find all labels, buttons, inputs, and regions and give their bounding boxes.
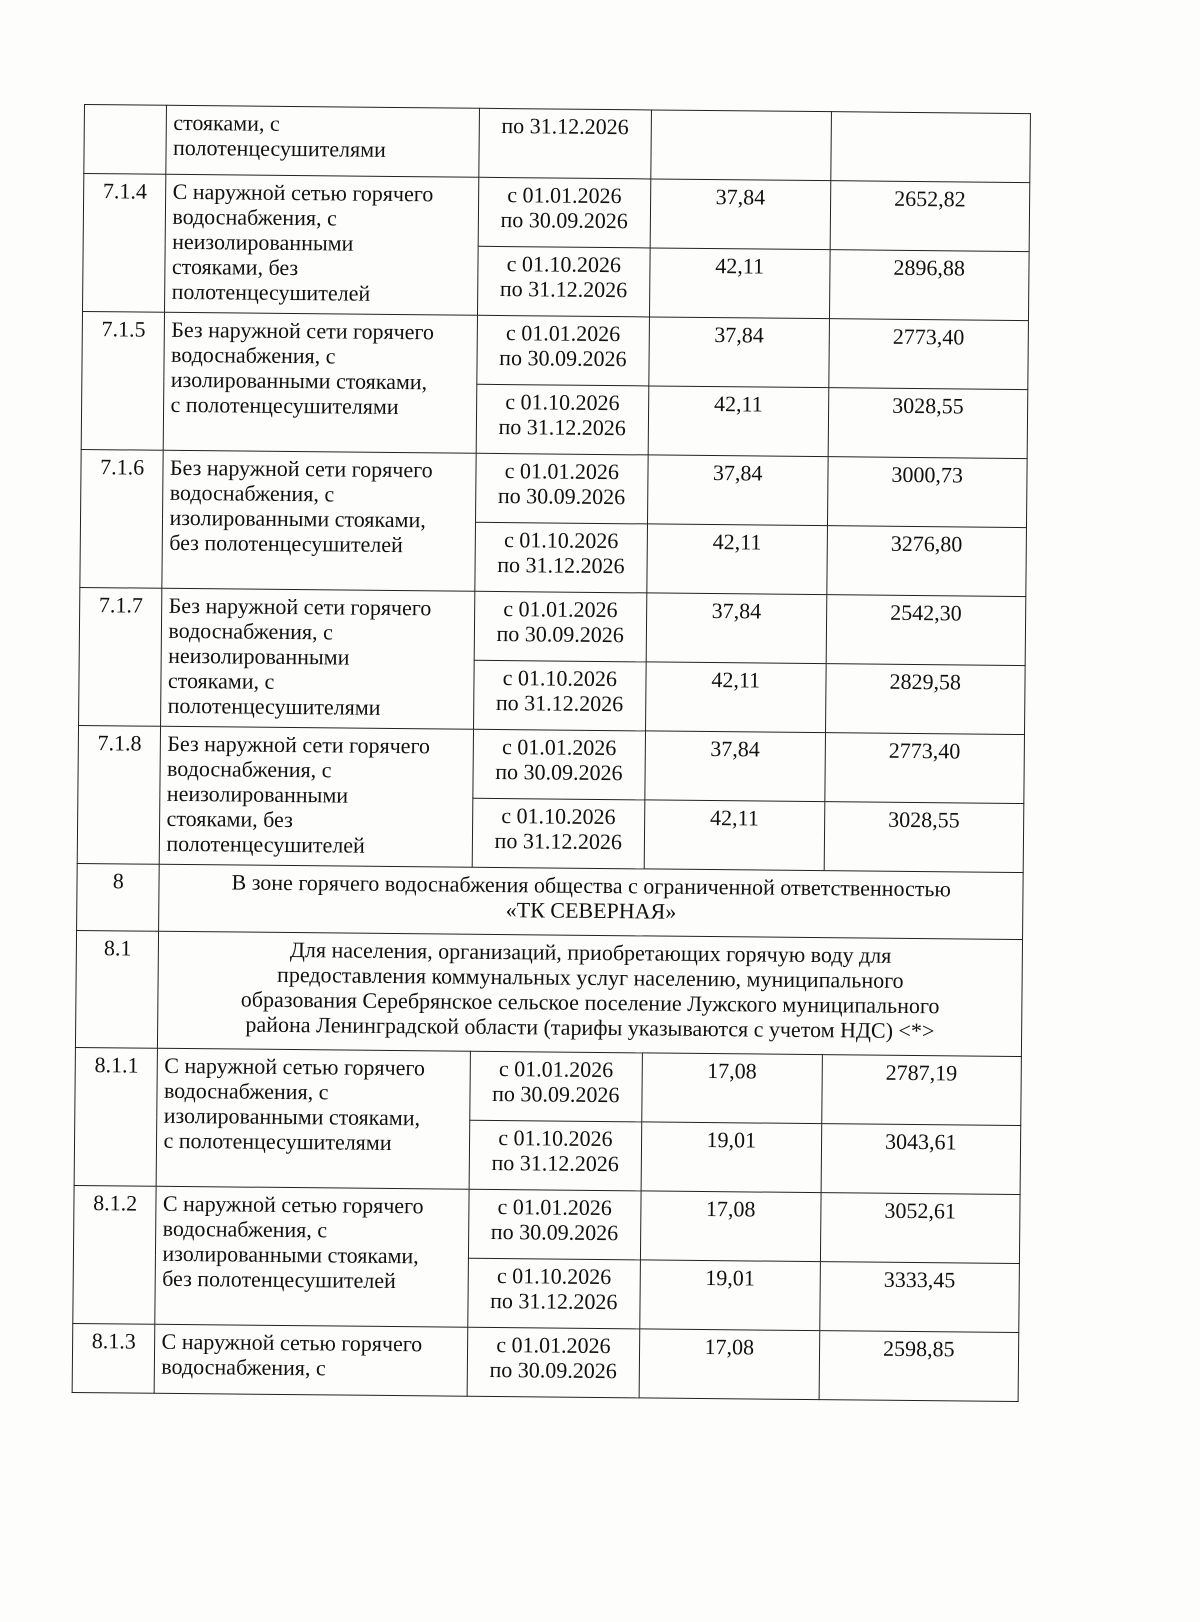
- period-cell: [469, 1120, 642, 1191]
- tariff-component-cell: [641, 1122, 821, 1193]
- tariff-energy-cell: [819, 1262, 1019, 1333]
- tariff-energy-cell: [820, 1193, 1020, 1264]
- item-number-cell-value: 8.1.3: [91, 1328, 136, 1354]
- tariff-component-cell: [642, 1053, 822, 1124]
- item-number-cell: [83, 174, 167, 313]
- item-number-cell-value: 7.1.7: [98, 592, 144, 618]
- item-number-cell: [79, 587, 163, 726]
- period-cell-line: с 01.10.2026: [502, 665, 618, 692]
- period-cell: [477, 246, 650, 317]
- period-cell: [474, 591, 647, 662]
- item-name-cell-line: стояками, с: [173, 109, 280, 136]
- period-cell-line: с 01.01.2026: [507, 182, 622, 209]
- period-cell-line: с 01.10.2026: [498, 1125, 613, 1152]
- period-cell-line: по 31.12.2026: [501, 113, 629, 140]
- period-cell: [475, 453, 648, 524]
- period-cell-line: с 01.01.2026: [503, 596, 618, 623]
- item-name-cell-line: С наружной сетью горячего: [164, 1052, 426, 1081]
- period-cell: [467, 1327, 640, 1398]
- item-name-cell-line: водоснабжения, с: [161, 1353, 326, 1381]
- section-heading-cell-line: предоставления коммунальных услуг населению, муниципального: [277, 961, 904, 993]
- tariff-component-cell-value: 17,08: [705, 1196, 756, 1222]
- period-cell-line: с 01.10.2026: [496, 1263, 612, 1290]
- item-name-cell-line: с полотенцесушителями: [170, 391, 399, 420]
- item-number-cell: [80, 449, 164, 588]
- tariff-component-cell-value: 17,08: [707, 1058, 757, 1084]
- table-row: [72, 1323, 1019, 1401]
- tariff-component-cell: [647, 524, 827, 595]
- section-number-cell: [77, 863, 160, 931]
- section-heading-cell-line: Для населения, организаций, приобретающих горячую воду для: [289, 937, 892, 968]
- section-heading-cell-line: «ТК СЕВЕРНАЯ»: [505, 897, 677, 924]
- item-name-cell: [164, 312, 477, 453]
- item-number-cell: [84, 105, 167, 175]
- period-cell: [467, 1258, 640, 1329]
- tariff-component-cell: [645, 662, 825, 733]
- item-number-cell: [77, 725, 161, 864]
- section-number-cell-value: 8.1: [103, 935, 132, 961]
- tariff-energy-cell-value: 3052,61: [884, 1197, 957, 1224]
- tariff-component-cell-value: 42,11: [711, 667, 761, 693]
- item-name-cell-line: неизолированными: [168, 642, 350, 670]
- table-row: [81, 449, 1028, 527]
- period-cell: [475, 522, 648, 593]
- item-name-cell-line: полотенцесушителей: [171, 278, 371, 306]
- tariff-component-cell-value: 42,11: [709, 805, 759, 831]
- tariff-component-cell: [649, 317, 829, 388]
- tariff-component-cell-value: 37,84: [711, 598, 762, 624]
- tariff-energy-cell-value: 2896,88: [893, 254, 966, 281]
- tariff-energy-cell-value: 2598,85: [882, 1335, 955, 1362]
- item-name-cell-line: С наружной сетью горячего: [172, 178, 434, 207]
- tariff-energy-cell: [830, 112, 1030, 183]
- period-cell-line: по 31.12.2026: [495, 689, 624, 717]
- tariff-table: [72, 104, 1031, 1402]
- tariff-energy-cell: [819, 1331, 1019, 1402]
- period-cell-line: по 30.09.2026: [497, 482, 626, 510]
- tariff-component-cell: [651, 110, 831, 181]
- item-name-cell-line: водоснабжения, с: [168, 617, 333, 645]
- tariff-component-cell-value: 37,84: [712, 460, 763, 486]
- item-name-cell-line: водоснабжения, с: [162, 1215, 328, 1243]
- item-name-cell-line: полотенцесушителями: [167, 692, 381, 720]
- tariff-energy-cell: [824, 733, 1024, 804]
- tariff-energy-cell: [826, 595, 1026, 666]
- section-heading-row: [77, 863, 1024, 939]
- tariff-energy-cell-value: 2829,58: [889, 668, 962, 695]
- item-name-cell-line: водоснабжения, с: [170, 341, 336, 369]
- item-name-cell-line: Без наружной сети горячего: [168, 592, 432, 621]
- item-name-cell-line: водоснабжения, с: [172, 203, 337, 231]
- tariff-energy-cell: [821, 1124, 1021, 1195]
- item-name-cell: [166, 105, 479, 177]
- tariff-component-cell: [644, 800, 824, 871]
- period-cell: [478, 108, 651, 179]
- item-name-cell-line: водоснабжения, с: [166, 755, 332, 783]
- section-heading-cell-line: В зоне горячего водоснабжения общества с ограниченной ответственностью: [231, 869, 952, 902]
- section-heading-cell: [158, 931, 1023, 1056]
- item-number-cell: [74, 1047, 158, 1186]
- period-cell-line: по 30.09.2026: [499, 344, 627, 372]
- tariff-component-cell: [640, 1191, 820, 1262]
- item-name-cell-line: стояками, без: [166, 805, 293, 833]
- section-number-cell-value: 8: [112, 868, 124, 894]
- period-cell-line: с 01.01.2026: [496, 1332, 611, 1359]
- period-cell-line: по 30.09.2026: [496, 620, 625, 648]
- item-number-cell: [81, 311, 165, 450]
- tariff-energy-cell: [828, 388, 1028, 459]
- tariff-component-cell-value: 42,11: [712, 529, 762, 555]
- section-heading-row: [75, 930, 1022, 1056]
- item-name-cell-line: неизолированными: [172, 228, 354, 256]
- item-name-cell-line: стояками, с: [167, 667, 275, 694]
- period-cell-line: с 01.10.2026: [506, 251, 622, 278]
- table-row: [83, 174, 1030, 252]
- period-cell-line: по 30.09.2026: [495, 758, 623, 786]
- item-number-cell: [72, 1323, 155, 1393]
- tariff-energy-cell-value: 3028,55: [892, 392, 964, 419]
- tariff-energy-cell: [826, 526, 1026, 597]
- item-name-cell: [155, 1324, 468, 1396]
- item-name-cell: [165, 174, 478, 315]
- table-row: [82, 311, 1029, 389]
- item-number-cell: [73, 1185, 157, 1324]
- tariff-component-cell-value: 17,08: [704, 1334, 755, 1360]
- period-cell-line: по 30.09.2026: [492, 1080, 620, 1108]
- period-cell-line: по 31.12.2026: [494, 827, 623, 855]
- item-name-cell: [160, 726, 473, 867]
- tariff-component-cell-value: 37,84: [710, 736, 760, 762]
- section-heading-cell-line: района Ленинградской области (тарифы указываются с учетом НДС) <*>: [245, 1011, 935, 1044]
- tariff-component-cell: [646, 593, 826, 664]
- tariff-energy-cell: [829, 250, 1029, 321]
- table-row: [73, 1185, 1020, 1263]
- tariff-component-cell-value: 37,84: [715, 184, 766, 210]
- item-name-cell-line: изолированными стояками,: [162, 1240, 419, 1269]
- period-cell: [468, 1189, 641, 1260]
- table-row: [79, 587, 1026, 665]
- item-name-cell-line: С наружной сетью горячего: [161, 1328, 423, 1357]
- item-number-cell-value: 7.1.4: [102, 178, 148, 204]
- section-heading-cell-line: образования Серебрянское сельское поселение Лужского муниципального: [240, 986, 940, 1019]
- period-cell: [473, 729, 646, 800]
- item-name-cell-line: Без наружной сети горячего: [169, 454, 433, 483]
- item-name-cell-line: Без наружной сети горячего: [171, 316, 435, 345]
- tariff-energy-cell: [828, 319, 1028, 390]
- period-cell-line: с 01.01.2026: [504, 458, 620, 485]
- tariff-component-cell: [639, 1329, 819, 1400]
- period-cell-line: с 01.10.2026: [505, 389, 620, 416]
- period-cell-line: по 31.12.2026: [491, 1149, 619, 1177]
- tariff-energy-cell: [821, 1055, 1021, 1126]
- period-cell-line: по 31.12.2026: [497, 551, 625, 579]
- item-name-cell: [162, 450, 475, 591]
- tariff-component-cell: [640, 1260, 820, 1331]
- item-name-cell-line: водоснабжения, с: [163, 1077, 329, 1105]
- tariff-component-cell: [645, 731, 825, 802]
- tariff-energy-cell-value: 2787,19: [885, 1059, 958, 1086]
- tariff-energy-cell: [825, 664, 1025, 735]
- tariff-component-cell: [650, 179, 830, 250]
- period-cell: [469, 1051, 642, 1122]
- item-name-cell-line: изолированными стояками,: [163, 1102, 421, 1131]
- tariff-component-cell-value: 37,84: [714, 322, 764, 348]
- tariff-energy-cell: [830, 181, 1030, 252]
- item-name-cell-line: полотенцесушителей: [166, 830, 366, 858]
- tariff-component-cell-value: 42,11: [715, 253, 765, 279]
- period-cell-line: с 01.10.2026: [503, 527, 619, 554]
- item-name-cell-line: полотенцесушителями: [172, 134, 386, 162]
- table-row: [84, 105, 1031, 183]
- item-number-cell-value: 8.1.2: [93, 1190, 138, 1216]
- item-name-cell: [155, 1186, 468, 1327]
- item-name-cell-line: Без наружной сети горячего: [167, 730, 431, 759]
- period-cell: [478, 177, 651, 248]
- period-cell-line: с 01.01.2026: [497, 1194, 612, 1221]
- tariff-component-cell-value: 42,11: [713, 391, 763, 417]
- period-cell-line: по 30.09.2026: [500, 207, 628, 234]
- period-cell: [476, 384, 649, 455]
- tariff-energy-cell-value: 3276,80: [890, 530, 963, 557]
- item-number-cell-value: 8.1.1: [94, 1052, 139, 1078]
- table-row: [78, 725, 1025, 803]
- tariff-component-cell: [647, 455, 827, 526]
- section-number-cell: [75, 930, 159, 1048]
- period-cell: [473, 660, 646, 731]
- item-name-cell-line: неизолированными: [166, 780, 349, 808]
- period-cell-line: по 31.12.2026: [499, 276, 628, 303]
- period-cell-line: по 30.09.2026: [490, 1218, 619, 1246]
- tariff-energy-cell: [824, 802, 1024, 873]
- item-name-cell-line: изолированными стояками,: [169, 504, 426, 533]
- tariff-energy-cell-value: 2773,40: [888, 737, 961, 764]
- tariff-energy-cell-value: 3333,45: [883, 1266, 956, 1293]
- item-number-cell-value: 7.1.8: [97, 730, 142, 756]
- section-heading-cell: [159, 864, 1023, 939]
- item-name-cell: [161, 588, 474, 729]
- table-row: [75, 1047, 1022, 1125]
- item-name-cell-line: без полотенцесушителей: [169, 529, 404, 558]
- tariff-energy-cell-value: 3043,61: [884, 1128, 957, 1155]
- item-name-cell-line: водоснабжения, с: [169, 479, 335, 507]
- item-name-cell: [157, 1048, 470, 1189]
- tariff-energy-cell-value: 2773,40: [892, 323, 965, 350]
- period-cell-line: с 01.10.2026: [501, 803, 616, 830]
- item-name-cell-line: изолированными стояками,: [170, 366, 428, 395]
- item-name-cell-line: без полотенцесушителей: [162, 1265, 396, 1294]
- tariff-energy-cell-value: 2652,82: [894, 185, 966, 212]
- item-name-cell-line: с полотенцесушителями: [163, 1127, 392, 1155]
- tariff-component-cell: [649, 248, 829, 319]
- tariff-component-cell-value: 19,01: [706, 1127, 757, 1153]
- period-cell-line: с 01.01.2026: [505, 320, 621, 347]
- tariff-energy-cell-value: 3000,73: [891, 461, 964, 488]
- item-name-cell-line: С наружной сетью горячего: [162, 1190, 424, 1219]
- period-cell: [476, 315, 649, 386]
- tariff-component-cell-value: 19,01: [705, 1265, 755, 1291]
- item-name-cell-line: стояками, без: [171, 253, 299, 281]
- period-cell-line: по 31.12.2026: [490, 1287, 618, 1315]
- period-cell-line: с 01.01.2026: [501, 734, 617, 761]
- period-cell-line: с 01.01.2026: [498, 1056, 614, 1083]
- period-cell-line: по 30.09.2026: [489, 1356, 617, 1384]
- tariff-energy-cell: [827, 457, 1027, 528]
- tariff-energy-cell-value: 3028,55: [888, 806, 960, 833]
- tariff-energy-cell-value: 2542,30: [890, 599, 962, 626]
- period-cell: [472, 798, 645, 869]
- period-cell-line: по 31.12.2026: [498, 413, 626, 441]
- item-number-cell-value: 7.1.6: [100, 454, 145, 480]
- tariff-component-cell: [648, 386, 828, 457]
- item-number-cell-value: 7.1.5: [101, 316, 146, 342]
